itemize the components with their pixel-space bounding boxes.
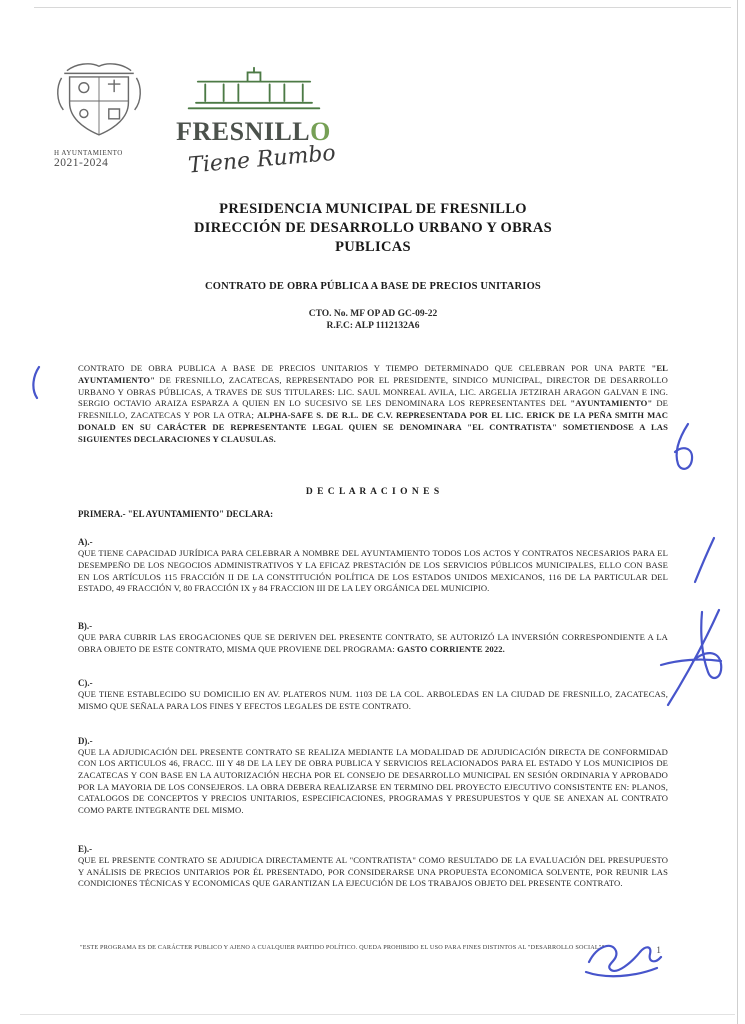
pen-mark-loop — [675, 424, 692, 469]
clause-D-label: D).- — [78, 735, 93, 746]
primera-heading: PRIMERA.- "EL AYUNTAMIENTO" DECLARA: — [78, 509, 274, 520]
document-title — [78, 200, 668, 257]
clause-E-label: E).- — [78, 843, 93, 854]
scan-edge-top — [34, 7, 731, 8]
clause-B-text-main: QUE PARA CUBRIR LAS EROGACIONES QUE SE DERIVEN DEL PRESENTE CONTRATO, SE AUTORIZÓ LA INVERSIÓN CORRESPONDIENTE A LA OBRA OBJETO DE ESTE CONTRATO, MISMA QUE PROVIENE DEL PROGRAMA: — [78, 631, 668, 654]
clause-B-text — [78, 632, 668, 655]
clause-B-text-bold: GASTO CORRIENTE 2022. — [397, 643, 505, 654]
pen-mark-slash — [695, 538, 714, 582]
clause-E-text: QUE EL PRESENTE CONTRATO SE ADJUDICA DIRECTAMENTE AL "CONTRATISTA" COMO RESULTADO DE LA EVALUACIÓN DEL PRESUPUESTO Y ANÁLISIS DE PRECIOS UNITARIOS POR ÉL PRESENTADO, POR CONSIDERARSE UNA PROPUESTA ECONOMICA SOLVENTE, POR REUNIR LAS CONDICIONES TÉCNICAS Y ECONOMICAS QUE GARANTIZAN LA EJECUCIÓN DE LOS TRABAJOS OBJETO DEL PRESENTE CONTRATO. — [78, 854, 668, 889]
contract-number: CTO. No. MF OP AD GC-09-22 — [308, 309, 438, 320]
pen-mark-paren — [33, 367, 39, 398]
clause-C — [78, 678, 668, 712]
coat-of-arms — [54, 60, 154, 169]
title-line-2: DIRECCIÓN DE DESARROLLO URBANO Y OBRAS — [194, 220, 552, 237]
monument-icon — [183, 66, 325, 112]
clause-E — [78, 844, 668, 890]
crest-term: 2021-2024 — [54, 157, 109, 169]
page-number: 1 — [656, 946, 661, 956]
intro-segment-4: "AYUNTAMIENTO" — [570, 398, 653, 409]
pen-signature-stroke-2 — [586, 968, 657, 976]
intro-segment-2: "EL AYUNTAMIENTO" — [78, 363, 668, 386]
clause-C-text: QUE TIENE ESTABLECIDO SU DOMICILIO EN AV. PLATEROS NUM. 1103 DE LA COL. ARBOLEDAS EN LA CIUDAD DE FRESNILLO, ZACATECAS, MISMO QUE SEÑALA PARA LOS FINES Y EFECTOS LEGALES DE ESTE CONTRATO. — [78, 689, 668, 711]
pen-scribble-stroke-2 — [693, 612, 721, 678]
brand-wordmark-accent: O — [310, 117, 331, 146]
scan-edge-right — [737, 0, 738, 1024]
intro-segment-5: DE FRESNILLO, ZACATECAS Y POR LA OTRA; — [78, 398, 668, 421]
declaraciones-heading: D E C L A R A C I O N E S — [305, 487, 441, 498]
clause-B — [78, 621, 668, 655]
clause-D-text: QUE LA ADJUDICACIÓN DEL PRESENTE CONTRATO SE REALIZA MEDIANTE LA MODALIDAD DE ADJUDICACIÓN DIRECTA DE CONFORMIDAD CON LOS ARTICULOS 46, FRACC. III Y 48 DE LA LEY DE OBRA PUBLICA Y SERVICIOS RELACIONADOS PARA EL ESTADO Y LOS MUNICIPIOS DE ZACATECAS Y CON BASE EN LA AUTORIZACIÓN HECHA POR EL CONSEJO DE DESARROLLO MUNICIPAL EN SESIÓN ORDINARIA Y APROBADO POR LA MAYORIA DE LOS CONSEJEROS. LA OBRA DEBERA REALIZARSE EN TERMINO DEL PROYECTO EJECUTIVO CONSISTENTE EN: PLANOS, CATALOGOS DE CONCEPTOS Y PRECIOS UNITARIOS, ESPECIFICACIONES, PROGRAMAS Y PRESUPUESTOS Y QUE SE ANEXAN AL CONTRATO COMO PARTE INTEGRANTE DEL MISMO. — [78, 746, 668, 816]
clause-A-label: A).- — [78, 537, 93, 548]
intro-segment-1: CONTRATO DE OBRA PUBLICA A BASE DE PRECIOS UNITARIOS Y TIEMPO DETERMINADO QUE CELEBRAN POR UNA PARTE — [78, 363, 652, 374]
rfc-line: R.F.C: ALP 1112132A6 — [326, 321, 420, 332]
clause-A-text: QUE TIENE CAPACIDAD JURÍDICA PARA CELEBRAR A NOMBRE DEL AYUNTAMIENTO TODOS LOS ACTOS Y CONTRATOS NECESARIOS PARA EL DESEMPEÑO DE LOS NEGOCIOS ADMINISTRATIVOS Y LA EFICAZ PRESTACIÓN DE LOS SERVICIOS PÚBLICOS MUNICIPALES, ELLO CON BASE EN LOS ARTÍCULOS 115 FRACCIÓN II DE LA CONSTITUCIÓN POLÍTICA DE LOS ESTADOS UNIDOS MEXICANOS, 116 DE LA PARTICULAR DEL ESTADO, 49 FRACCIÓN V, 80 FRACCIÓN IX y 84 FRACCION III DE LA LEY ORGÁNICA DEL MUNICIPIO. — [78, 548, 668, 594]
scan-edge-bottom — [20, 1014, 735, 1015]
title-line-1: PRESIDENCIA MUNICIPAL DE FRESNILLO — [219, 201, 527, 217]
intro-segment-3: DE FRESNILLO, ZACATECAS, REPRESENTADO POR EL PRESIDENTE, SINDICO MUNICIPAL, DIRECTOR DE DESARROLLO URBANO Y OBRAS PÚBLICAS, A TRAVES DE SUS TITULARES: LIC. SAUL MONREAL AVILA, LIC. ARGELIA JETZIRAH ARAGON GALVAN E ING. SERGIO OCTAVIO ARAIZA ESPARZA A QUIEN EN LO SUCESIVO SE LES DENOMINARA LOS REPRESENTANTES DEL — [78, 375, 668, 409]
intro-paragraph — [78, 363, 668, 445]
crest-caption: H AYUNTAMIENTO — [54, 149, 123, 157]
clause-B-label: B).- — [78, 620, 93, 631]
pen-scribble-stroke-1 — [668, 610, 719, 705]
contract-subtitle: CONTRATO DE OBRA PÚBLICA A BASE DE PRECIOS UNITARIOS — [205, 281, 541, 293]
clause-C-label: C).- — [78, 678, 93, 689]
fresnillo-logo — [166, 66, 341, 179]
document-body — [78, 200, 668, 890]
brand-wordmark-main: FRESNILL — [176, 117, 311, 146]
title-line-3: PUBLICAS — [335, 239, 411, 256]
pen-scribble-stroke-3 — [661, 660, 721, 665]
brand-wordmark — [166, 119, 341, 145]
footer-legal-text: "ESTE PROGRAMA ES DE CARÁCTER PUBLICO Y AJENO A CUALQUIER PARTIDO POLÍTICO. QUEDA PROHIBIDO EL USO PARA FINES DISTINTOS AL "DESARROLLO SOCIAL"" — [80, 944, 605, 951]
clause-A — [78, 537, 668, 595]
intro-segment-6: ALPHA-SAFE S. DE R.L. DE C.V. REPRESENTADA POR EL LIC. ERICK DE LA PEÑA SMITH MAC DONALD EN SU CARÁCTER DE REPRESENTANTE LEGAL QUIEN SE DENOMINARA "EL CONTRATISTA" SOMETIENDOSE A LAS SIGUIENTES DECLARACIONES Y CLAUSULAS. — [78, 410, 669, 444]
clause-D — [78, 736, 668, 817]
coat-of-arms-icon — [54, 60, 144, 142]
brand-tagline: Tiene Rumbo — [187, 140, 337, 179]
